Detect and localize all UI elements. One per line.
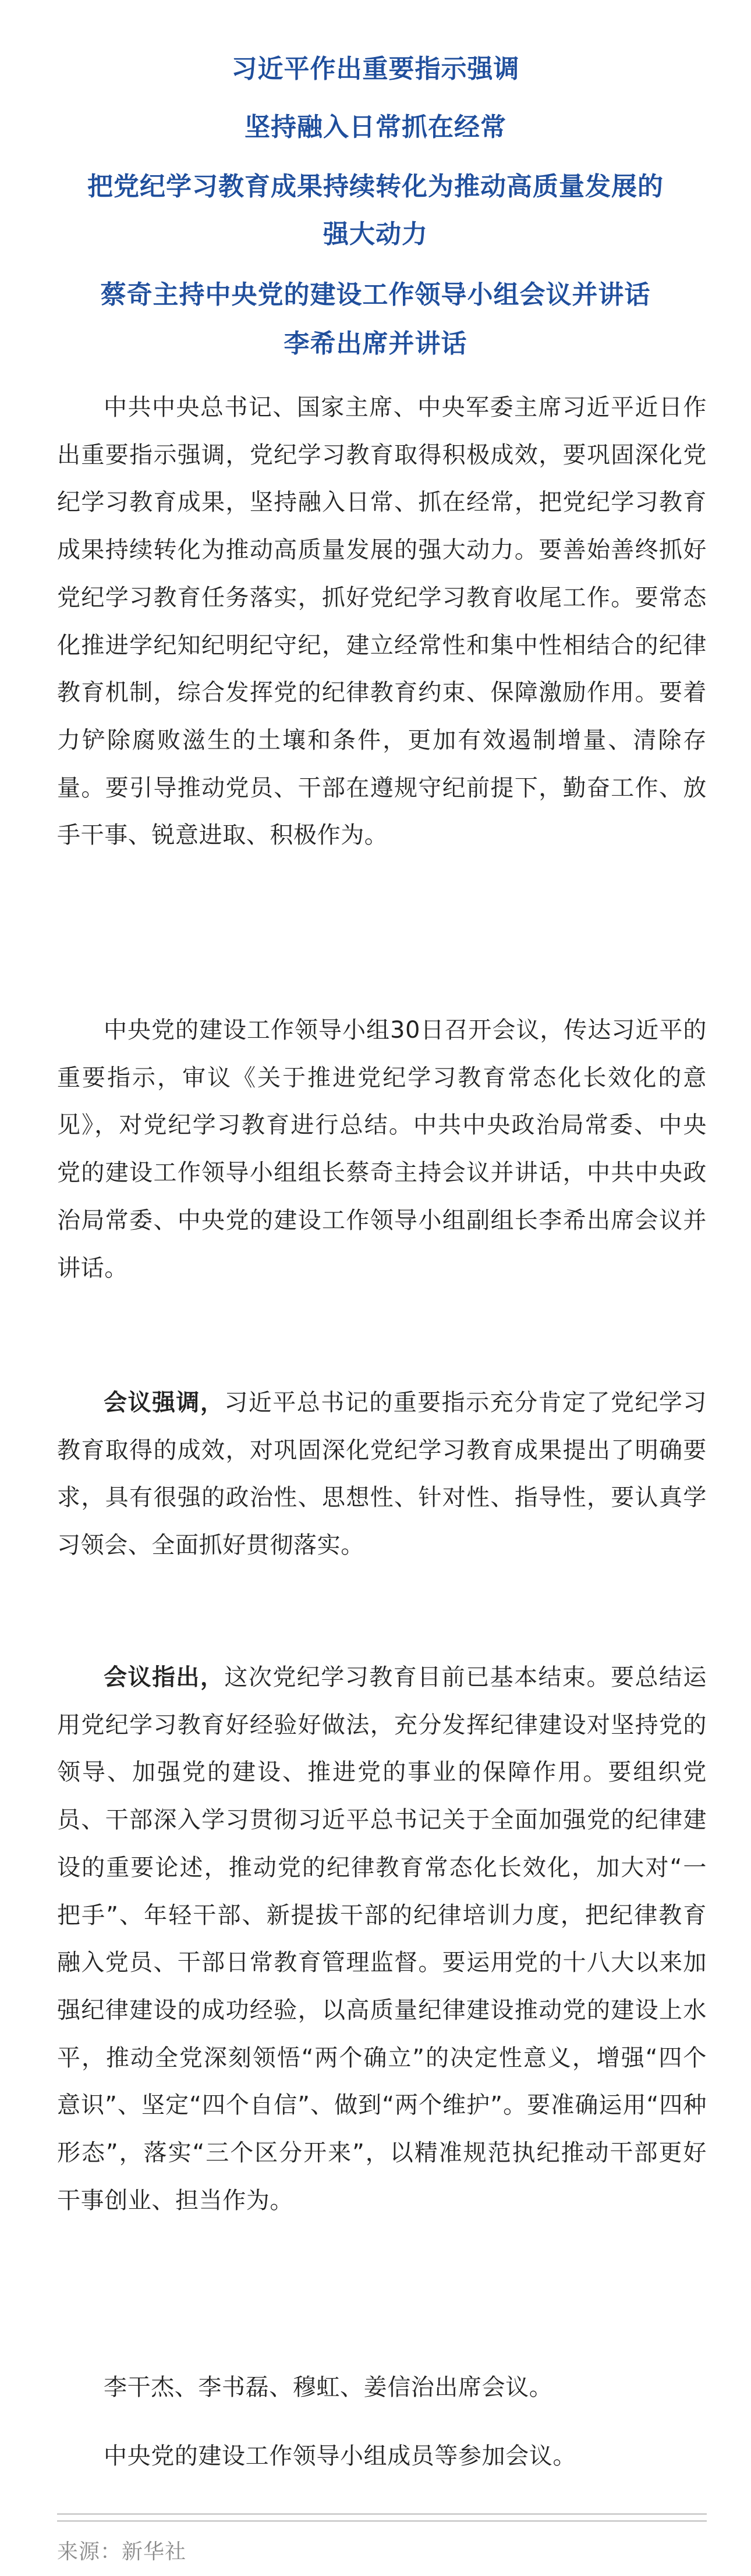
paragraph-1 <box>57 384 707 860</box>
subheadline-line-2: 李希出席并讲话 <box>284 329 467 359</box>
source-credit: 来源：新华社 <box>57 2540 187 2564</box>
divider-line-bottom <box>57 2520 707 2522</box>
paragraph-3 <box>57 1379 707 1570</box>
paragraph-1-text: 中共中央总书记、国家主席、中央军委主席习近平近日作出重要指示强调，党纪学习教育取得积极成效，要巩固深化党纪学习教育成果，坚持融入日常、抓在经常，把党纪学习教育成果持续转化为推动高质量发展的强大动力。要善始善终抓好党纪学习教育任务落实，抓好党纪学习教育收尾工作。要常态化推进学纪知纪明纪守纪，建立经常性和集中性相结合的纪律教育机制，综合发挥党的纪律教育约束、保障激励作用。要着力铲除腐败滋生的土壤和条件，更加有效遏制增量、清除存量。要引导推动党员、干部在遵规守纪前提下，勤奋工作、放手干事、锐意进取、积极作为。 <box>57 394 707 849</box>
headline-line-4: 强大动力 <box>323 219 428 249</box>
paragraph-6 <box>57 2433 707 2481</box>
paragraph-2-text: 中央党的建设工作领导小组30日召开会议，传达习近平的重要指示，审议《关于推进党纪学习教育常态化长效化的意见》，对党纪学习教育进行总结。中共中央政治局常委、中央党的建设工作领导小组组长蔡奇主持会议并讲话，中共中央政治局常委、中央党的建设工作领导小组副组长李希出席会议并讲话。 <box>57 1017 707 1282</box>
paragraph-3-lead: 会议强调， <box>104 1389 225 1416</box>
paragraph-5 <box>57 2364 707 2412</box>
paragraph-4-text: 这次党纪学习教育目前已基本结束。要总结运用党纪学习教育好经验好做法，充分发挥纪律建设对坚持党的领导、加强党的建设、推进党的事业的保障作用。要组织党员、干部深入学习贯彻习近平总书记关于全面加强党的纪律建设的重要论述，推动党的纪律教育常态化长效化，加大对“一把手”、年轻干部、新提拔干部的纪律培训力度，把纪律教育融入党员、干部日常教育管理监督。要运用党的十八大以来加强纪律建设的成功经验，以高质量纪律建设推动党的建设上水平，推动全党深刻领悟“两个确立”的决定性意义，增强“四个意识”、坚定“四个自信”、做到“两个维护”。要准确运用“四种形态”，落实“三个区分开来”，以精准规范执纪推动干部更好干事创业、担当作为。 <box>57 1664 707 2214</box>
headline-line-2: 坚持融入日常抓在经常 <box>245 112 506 142</box>
subheadline-line-1: 蔡奇主持中央党的建设工作领导小组会议并讲话 <box>100 280 651 310</box>
paragraph-6-text: 中央党的建设工作领导小组成员等参加会议。 <box>104 2443 576 2469</box>
paragraph-2 <box>57 1007 707 1292</box>
headline-line-3: 把党纪学习教育成果持续转化为推动高质量发展的 <box>87 172 664 201</box>
headline-line-1: 习近平作出重要指示强调 <box>231 54 520 84</box>
paragraph-4 <box>57 1654 707 2224</box>
paragraph-3-text: 习近平总书记的重要指示充分肯定了党纪学习教育取得的成效，对巩固深化党纪学习教育成果提出了明确要求，具有很强的政治性、思想性、针对性、指导性，要认真学习领会、全面抓好贯彻落实。 <box>57 1389 707 1559</box>
paragraph-4-lead: 会议指出， <box>104 1664 225 1691</box>
divider-line-top <box>57 2513 707 2515</box>
paragraph-5-text: 李干杰、李书磊、穆虹、姜信治出席会议。 <box>104 2374 553 2401</box>
